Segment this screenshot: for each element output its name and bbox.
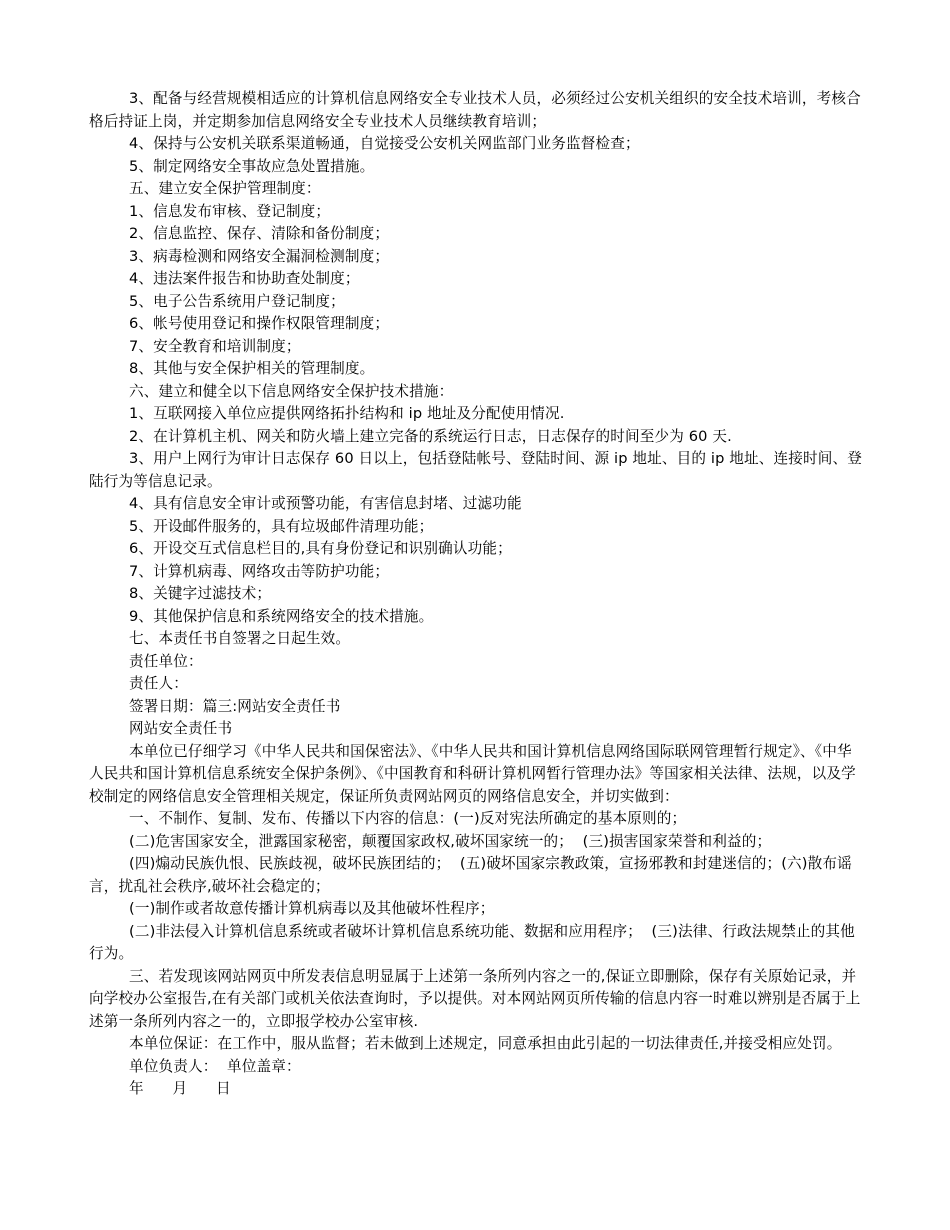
section-heading: 七、本责任书自签署之日起生效。 [129, 630, 351, 647]
signature-field: 责任人： [129, 675, 188, 692]
list-item: 6、帐号使用登记和操作权限管理制度； [129, 315, 390, 332]
list-item: 4、具有信息安全审计或预警功能，有害信息封堵、过滤功能 [129, 495, 522, 512]
list-item: 3、病毒检测和网络安全漏洞检测制度； [129, 247, 390, 265]
paragraph: (二)非法侵入计算机信息系统或者破坏计算机信息系统功能、数据和应用程序； (三)法律、行政法规禁止的其他行为。 [89, 922, 855, 962]
paragraph: 4、保持与公安机关联系渠道畅通，自觉接受公安机关网监部门业务监督检查； [129, 135, 640, 152]
list-item: 8、其他与安全保护相关的管理制度。 [129, 360, 375, 377]
paragraph: 一、不制作、复制、发布、传播以下内容的信息：(一)反对宪法所确定的基本原则的； [129, 810, 687, 827]
list-item: 9、其他保护信息和系统网络安全的技术措施。 [129, 607, 434, 625]
list-item: 1、信息发布审核、登记制度； [129, 202, 331, 220]
paragraph: 3、配备与经营规模相适应的计算机信息网络安全专业技术人员，必须经过公安机关组织的安全技术培训，考核合格后持证上岗，并定期参加信息网络安全专业技术人员继续教育培训； [89, 90, 861, 130]
list-item: 2、在计算机主机、网关和防火墙上建立完备的系统运行日志，日志保存的时间至少为 60 天. [129, 427, 732, 445]
signature-field: 责任单位： [129, 652, 203, 670]
paragraph: 三、若发现该网站网页中所发表信息明显属于上述第一条所列内容之一的,保证立即删除，保存有关原始记录，并向学校办公室报告,在有关部门或机关依法查询时，予以提供。对本网站网页所传输的信息内容一时难以辨别是否属于上述第一条所列内容之一的，立即报学校办公室审核. [89, 967, 861, 1030]
paragraph: (四)煽动民族仇恨、民族歧视，破坏民族团结的； (五)破坏国家宗教政策，宣扬邪教和封建迷信的；(六)散布谣言，扰乱社会秩序,破坏社会稳定的； [89, 855, 852, 895]
paragraph: 本单位已仔细学习《中华人民共和国保密法》、《中华人民共和国计算机信息网络国际联网管理暂行规定》、《中华人民共和国计算机信息系统安全保护条例》、《中国教育和科研计算机网暂行管理办法》等国家相关法律、法规，以及学校制定的网络信息安全管理相关规定，保证所负责网站网页的网络信息安全，并切实做到： [89, 742, 856, 805]
signature-date: 年 月 日 [129, 1080, 231, 1097]
signature-field: 单位负责人： 单位盖章： [129, 1057, 301, 1075]
list-item: 6、开设交互式信息栏目的,具有身份登记和识别确认功能； [129, 540, 512, 557]
signature-date: 签署日期：篇三:网站安全责任书 [129, 697, 341, 715]
list-item: 4、违法案件报告和协助查处制度； [129, 270, 360, 287]
list-item: 3、用户上网行为审计日志保存 60 日以上，包括登陆帐号、登陆时间、源 ip 地址、目的 ip 地址、连接时间、登陆行为等信息记录。 [89, 450, 863, 490]
list-item: 7、安全教育和培训制度； [129, 337, 301, 355]
document-title: 网站安全责任书 [129, 720, 233, 737]
list-item: 5、开设邮件服务的，具有垃圾邮件清理功能； [129, 517, 434, 535]
paragraph: (一)制作或者故意传播计算机病毒以及其他破坏性程序； [129, 900, 495, 917]
paragraph: 5、制定网络安全事故应急处置措施。 [129, 157, 375, 175]
list-item: 2、信息监控、保存、清除和备份制度； [129, 225, 390, 242]
list-item: 8、关键字过滤技术； [129, 585, 272, 602]
section-heading: 六、建立和健全以下信息网络安全保护技术措施： [129, 382, 454, 400]
list-item: 5、电子公告系统用户登记制度； [129, 292, 345, 310]
section-heading: 五、建立安全保护管理制度： [129, 180, 321, 197]
paragraph: (二)危害国家安全，泄露国家秘密，颠覆国家政权,破坏国家统一的； (三)损害国家荣誉和利益的； [129, 832, 772, 850]
paragraph: 本单位保证：在工作中，服从监督；若未做到上述规定，同意承担由此引起的一切法律责任,并接受相应处罚。 [129, 1035, 842, 1052]
list-item: 1、互联网接入单位应提供网络拓扑结构和 ip 地址及分配使用情况. [129, 405, 565, 422]
list-item: 7、计算机病毒、网络攻击等防护功能； [129, 562, 390, 580]
